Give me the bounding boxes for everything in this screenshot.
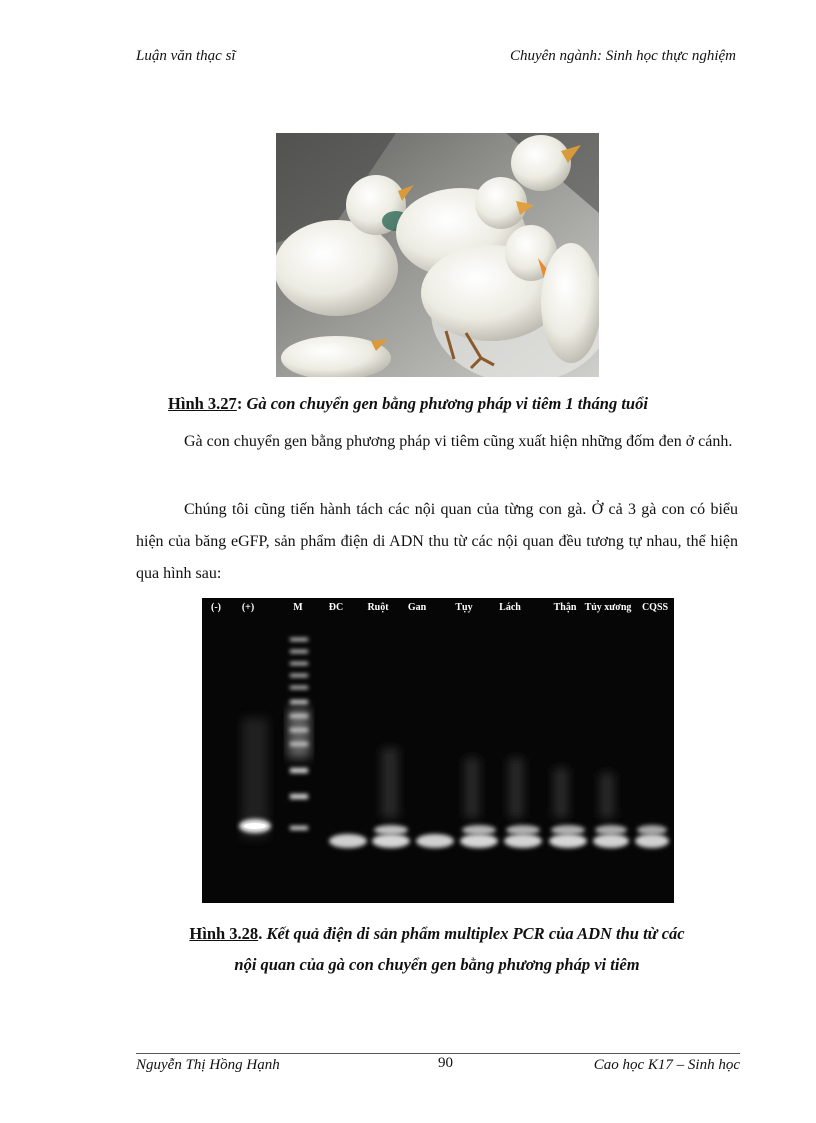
chicks-photo-image: [276, 133, 599, 377]
figure-caption-3-28: [136, 918, 738, 980]
gel-lane-label: Lách: [499, 602, 521, 613]
figure2-sep: .: [258, 924, 267, 943]
header-left: Luận văn thạc sĩ: [136, 48, 236, 64]
gel-lane-label: Thận: [553, 602, 577, 613]
figure-title: Gà con chuyển gen bằng phương pháp vi tiêm 1 tháng tuổi: [246, 394, 648, 413]
header-right: Chuyên ngành: Sinh học thực nghiệm: [509, 48, 736, 64]
body-paragraph-2: Chúng tôi cũng tiến hành tách các nội quan của từng con gà. Ở cả 3 gà con có biểu hiện của băng eGFP, sản phẩm điện di ADN thu từ các nội quan đều tương tự nhau, thể hiện qua hình sau:: [136, 501, 738, 582]
gel-lane-label: (+): [241, 602, 255, 613]
footer-rule: [136, 1053, 740, 1054]
figure2-title-line2: nội quan của gà con chuyển gen bằng phương pháp vi tiêm: [234, 955, 640, 974]
gel-lane-label: Gan: [407, 602, 427, 613]
gel-lane-label: CQSS: [641, 602, 669, 613]
body-paragraph-1: Gà con chuyển gen bằng phương pháp vi tiêm cũng xuất hiện những đốm đen ở cánh.: [184, 433, 733, 450]
gel-svg: [202, 598, 674, 903]
gel-electrophoresis-image: [202, 598, 674, 903]
gel-lane-label: Ruột: [367, 602, 389, 613]
gel-lane-label: Tủy xương: [584, 602, 632, 613]
footer-author: Nguyễn Thị Hồng Hạnh: [136, 1057, 280, 1073]
figure-label: Hình 3.27: [168, 394, 237, 413]
figure-sep: :: [236, 394, 247, 413]
gel-lane-label: ĐC: [328, 602, 344, 613]
gel-lane-label: Tụy: [455, 602, 473, 613]
page-footer: [136, 1055, 740, 1077]
page-number: 90: [438, 1055, 453, 1071]
gel-lane-label: M: [293, 602, 303, 613]
figure-caption-3-27: [0, 394, 816, 414]
footer-right: Cao học K17 – Sinh học: [593, 1057, 740, 1073]
page-header: [136, 48, 736, 72]
figure2-title-line1: Kết quả điện di sản phẩm multiplex PCR của ADN thu từ các: [266, 924, 685, 943]
chicks-photo: [276, 133, 599, 377]
gel-lane-label: (-): [211, 602, 221, 613]
figure2-label: Hình 3.28: [189, 924, 259, 943]
